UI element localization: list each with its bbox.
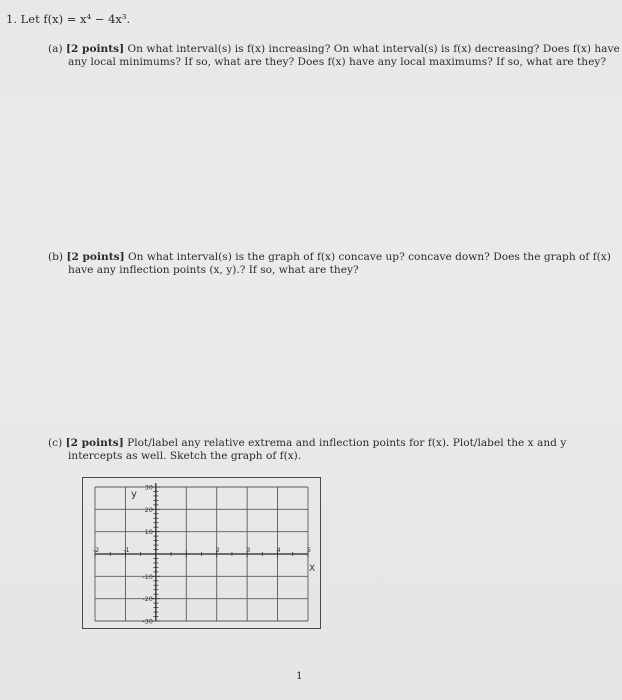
y-tick-label: -20 bbox=[142, 595, 153, 604]
y-tick-label: 10 bbox=[144, 528, 153, 537]
part-a bbox=[48, 43, 620, 69]
problem-function: Let f(x) = x⁴ − 4x³. bbox=[20, 12, 131, 26]
y-tick-label: -30 bbox=[142, 617, 153, 626]
page-number: 1 bbox=[296, 670, 303, 682]
x-tick-label: 3 bbox=[246, 546, 251, 554]
x-tick-label: 2 bbox=[215, 546, 220, 554]
x-tick-label: -1 bbox=[123, 546, 130, 554]
graph-svg[interactable] bbox=[82, 477, 321, 629]
part-c-points: [2 points] bbox=[65, 437, 124, 449]
y-axis-label: y bbox=[131, 489, 137, 500]
part-b-points: [2 points] bbox=[66, 251, 125, 263]
part-c-text: Plot/label any relative extrema and inflection points for f(x). Plot/label the x and y intercepts as well. Sketch the graph of f(x). bbox=[68, 437, 567, 462]
part-b-text: On what interval(s) is the graph of f(x) concave up? concave down? Does the graph of f(x) have any inflection points (x, y).? If so, what are they? bbox=[68, 251, 611, 276]
x-tick-label: 5 bbox=[306, 546, 312, 554]
x-tick-label: -2 bbox=[92, 546, 100, 554]
part-a-text: On what interval(s) is f(x) increasing? On what interval(s) is f(x) decreasing? Does f(x) have any local minimums? If so, what are they? Does f(x) have any local maximums? If so, what are they? bbox=[68, 43, 620, 68]
problem-statement bbox=[6, 12, 130, 26]
x-tick-label: 4 bbox=[276, 546, 281, 554]
part-b-label: (b) bbox=[48, 251, 64, 263]
y-tick-label: 30 bbox=[144, 483, 153, 492]
part-a-points: [2 points] bbox=[65, 43, 125, 55]
part-a-label: (a) bbox=[48, 43, 63, 55]
x-axis-label: X bbox=[309, 564, 316, 574]
graph-area[interactable] bbox=[82, 477, 321, 629]
y-tick-label: -10 bbox=[142, 572, 153, 581]
part-c-label: (c) bbox=[48, 437, 63, 449]
problem-number: 1. bbox=[6, 12, 17, 26]
part-b bbox=[48, 251, 620, 277]
part-c bbox=[48, 437, 620, 463]
y-tick-label: 20 bbox=[144, 505, 153, 514]
